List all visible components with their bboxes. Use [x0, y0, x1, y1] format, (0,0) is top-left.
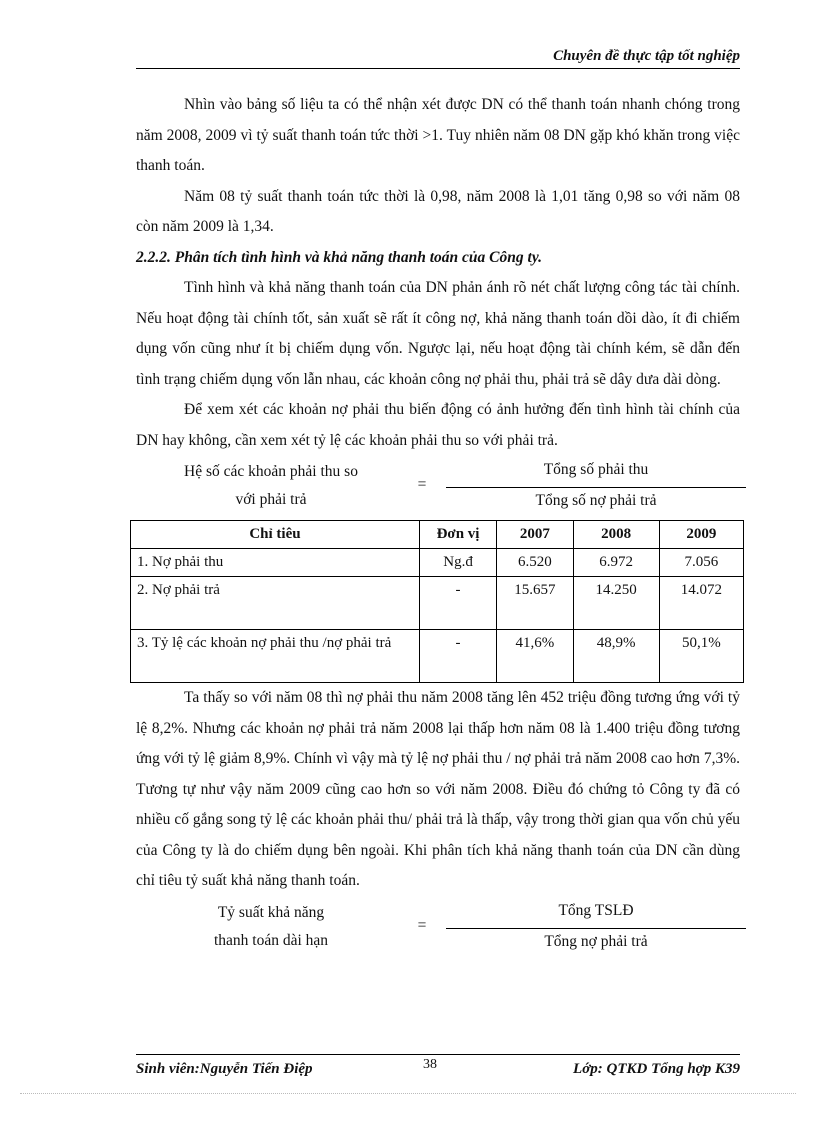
table-row [131, 630, 744, 683]
formula-denominator: Tổng số nợ phải trả [535, 492, 657, 509]
table-cell: 1. Nợ phải thu [131, 549, 420, 577]
table-cell: 14.072 [659, 577, 743, 630]
formula-numerator: Tổng TSLĐ [558, 901, 634, 919]
table-header-row [131, 521, 744, 549]
table-cell: 41,6% [497, 630, 573, 683]
formula-equals: = [417, 476, 427, 493]
formula-numerator: Tổng số phải thu [543, 461, 649, 478]
table-header-cell: Đơn vị [419, 521, 496, 549]
footer-page-number: 38 [423, 1057, 437, 1072]
receivable-payable-table [130, 520, 744, 683]
formula-lhs [136, 899, 406, 955]
paragraph-4: Để xem xét các khoản nợ phải thu biến động có ảnh hưởng đến tình hình tài chính của DN hay không, cần xem xét tỷ lệ các khoản phải thu so với phải trả. [136, 401, 740, 449]
table-header-cell: Chỉ tiêu [131, 521, 420, 549]
document-body [136, 90, 740, 959]
page-footer [136, 1054, 740, 1083]
table-row [131, 577, 744, 630]
section-heading: 2.2.2. Phân tích tình hình và khả năng thanh toán của Công ty. [136, 248, 542, 266]
formula-receivable-ratio [136, 456, 740, 518]
paragraph-5: Ta thấy so với năm 08 thì nợ phải thu năm 2008 tăng lên 452 triệu đồng tương ứng với tỷ lệ 8,2%. Nhưng các khoản nợ phải trả năm 2008 lại thấp hơn năm 08 là 1.400 triệu đồng tương ứng với tỷ lệ giảm 8,9%. Chính vì vậy mà tỷ lệ nợ phải thu / nợ phải trả năm 2008 cao hơn 7,3%. Tương tự như vậy năm 2009 cũng cao hơn so với năm 2008. Điều đó chứng tỏ Công ty đã có nhiều cố gắng song tỷ lệ các khoản phải thu/ phải trả là thấp, vậy trong thời gian qua vốn chủ yếu của Công ty là do chiếm dụng bên ngoài. Khi phân tích khả năng thanh toán của DN cần dùng chỉ tiêu tỷ suất khả năng thanh toán. [136, 689, 740, 889]
page-break-line [20, 1093, 796, 1094]
formula-lhs-line1: Hệ số các khoản phải thu so [184, 463, 358, 480]
paragraph-3: Tình hình và khả năng thanh toán của DN phản ánh rõ nét chất lượng công tác tài chính. Nếu hoạt động tài chính tốt, sản xuất sẽ rất ít công nợ, khả năng thanh toán dồi dào, ít đi chiếm dụng vốn cũng như ít bị chiếm dụng vốn. Ngược lại, nếu hoạt động tài chính kém, sẽ dẫn đến tình trạng chiếm dụng vốn lẫn nhau, các khoản công nợ phải thu, phải trả sẽ dây dưa dài dòng. [136, 279, 740, 388]
table-header-cell: 2009 [659, 521, 743, 549]
formula-equals: = [417, 916, 427, 934]
table-cell: - [419, 577, 496, 630]
formula-lhs-line2: với phải trả [235, 491, 307, 508]
table-cell: Ng.đ [419, 549, 496, 577]
formula-lhs [136, 458, 406, 514]
table-cell: 50,1% [659, 630, 743, 683]
footer-student: Sinh viên:Nguyễn Tiến Điệp [136, 1061, 313, 1077]
table-cell: 14.250 [573, 577, 659, 630]
table-cell: 48,9% [573, 630, 659, 683]
formula-long-term-solvency [136, 897, 740, 959]
header-title: Chuyên đề thực tập tốt nghiệp [553, 48, 740, 64]
table-cell: 3. Tỷ lệ các khoản nợ phải thu /nợ phải trả [131, 630, 420, 683]
table-cell: 6.972 [573, 549, 659, 577]
table-row [131, 549, 744, 577]
formula-lhs-line1: Tỷ suất khả năng [217, 903, 325, 921]
table-cell: 15.657 [497, 577, 573, 630]
table-header-cell: 2007 [497, 521, 573, 549]
page-header [136, 44, 740, 69]
footer-class: Lớp: QTKD Tổng hợp K39 [573, 1061, 740, 1077]
table-cell: - [419, 630, 496, 683]
paragraph-1: Nhìn vào bảng số liệu ta có thể nhận xét được DN có thể thanh toán nhanh chóng trong năm 2008, 2009 vì tỷ suất thanh toán tức thời >1. Tuy nhiên năm 08 DN gặp khó khăn trong việc thanh toán. [136, 96, 740, 174]
paragraph-2: Năm 08 tỷ suất thanh toán tức thời là 0,98, năm 2008 là 1,01 tăng 0,98 so với năm 08 còn năm 2009 là 1,34. [136, 187, 740, 235]
table-header-cell: 2008 [573, 521, 659, 549]
formula-lhs-line2: thanh toán dài hạn [213, 931, 329, 949]
table-cell: 2. Nợ phải trả [131, 577, 420, 630]
table-cell: 7.056 [659, 549, 743, 577]
table-cell: 6.520 [497, 549, 573, 577]
formula-denominator: Tổng nợ phải trả [544, 932, 648, 950]
